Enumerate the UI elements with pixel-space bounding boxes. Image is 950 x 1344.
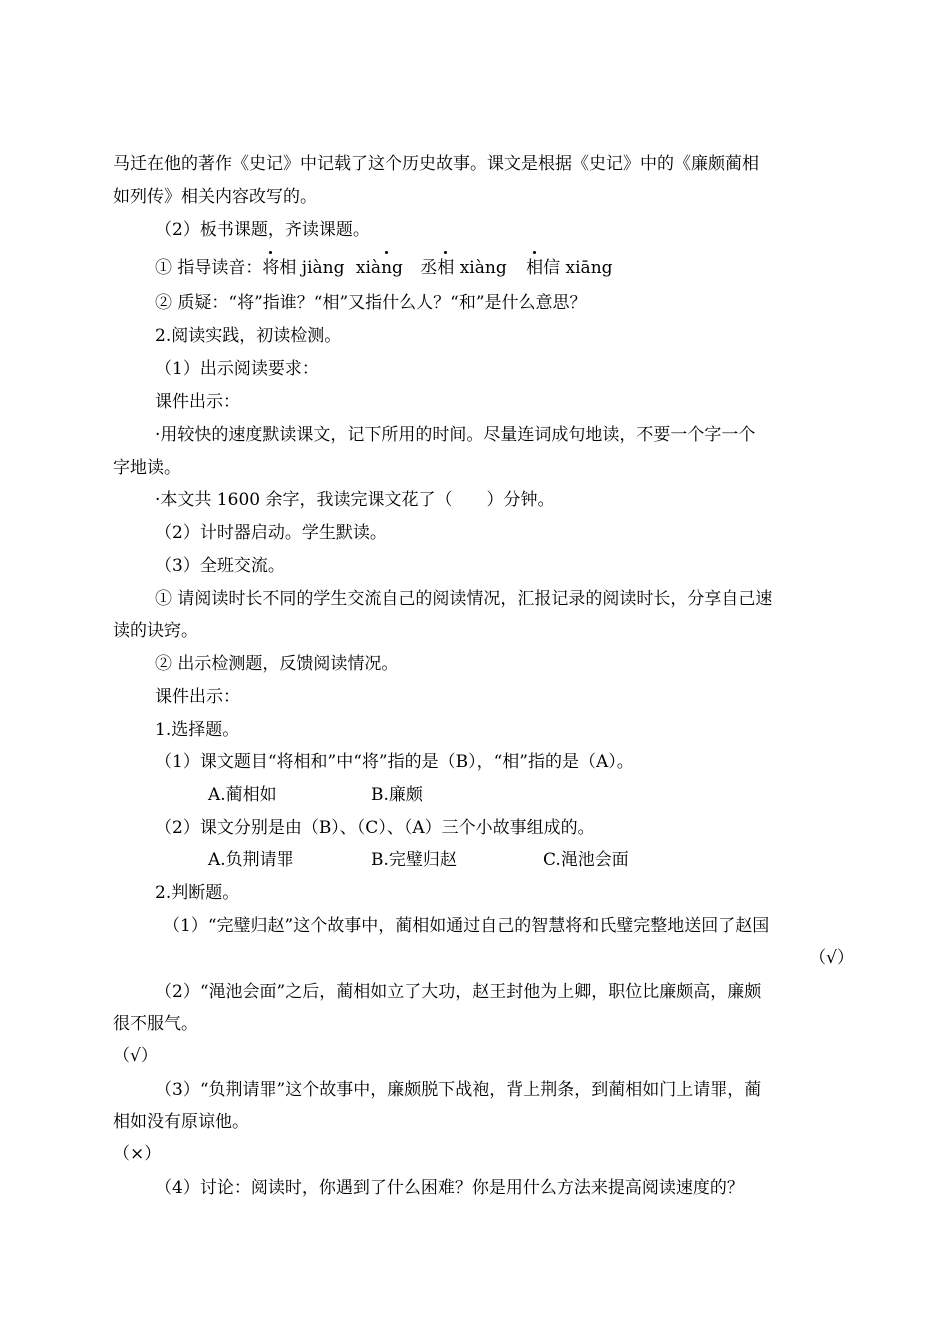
paragraph-line: （2）板书课题，齐读课题。 [155,220,370,240]
pronunciation-prefix: ① 指导读音： [155,258,263,278]
paragraph-line: 读的诀窍。 [113,621,198,641]
paragraph-line: 课件出示： [155,687,240,707]
dotted-char: 相 [526,258,544,278]
judgement-line: （3）“负荆请罪”这个故事中，廉颇脱下战袍，背上荆条，到蔺相如门上请罪，蔺 [155,1080,762,1100]
question-line: （1）课文题目“将相和”中“将”指的是（B），“相”指的是（A）。 [155,752,634,772]
judgement-answer: （×） [113,1144,162,1164]
judgement-line: （2）“渑池会面”之后，蔺相如立了大功，赵王封他为上卿，职位比廉颇高，廉颇 [155,982,762,1002]
paragraph-line: 相如没有原谅他。 [113,1112,249,1132]
discussion-line: （4）讨论：阅读时，你遇到了什么困难？你是用什么方法来提高阅读速度的？ [155,1178,744,1198]
pronunciation-line [155,260,613,277]
pinyin-text: 相 jiàng [279,258,345,278]
paragraph-line: ·用较快的速度默读课文，记下所用的时间。尽量连词成句地读，不要一个字一个 [155,425,756,445]
paragraph-line: （2）计时器启动。学生默读。 [155,523,387,543]
option-b: B.完璧归赵 [371,850,457,870]
paragraph-line: ·本文共 1600 余字，我读完课文花了（ ）分钟。 [155,490,555,510]
paragraph-line: ② 出示检测题，反馈阅读情况。 [155,654,399,674]
paragraph-line: 马迁在他的著作《史记》中记载了这个历史故事。课文是根据《史记》中的《廉颇蔺相 [113,154,759,174]
pinyin-text: 丞 [420,258,438,278]
pinyin-text: g [392,258,403,278]
paragraph-line: 字地读。 [113,458,181,478]
option-c: C.渑池会面 [543,850,629,870]
paragraph-line: （3）全班交流。 [155,556,285,576]
dotted-char: n [381,258,393,278]
judgement-answer: （√） [113,1046,158,1066]
dotted-char: 将 [262,258,280,278]
judgement-line: （1）“完璧归赵”这个故事中，蔺相如通过自己的智慧将和氏璧完整地送回了赵国 [163,916,770,936]
paragraph-line: ② 质疑：“将”指谁？“相”又指什么人？“和”是什么意思？ [155,293,587,313]
paragraph-line: 如列传》相关内容改写的。 [113,187,317,207]
pinyin-text: 信 xiāng [543,258,613,278]
paragraph-line: 课件出示： [155,392,240,412]
option-b: B.廉颇 [371,785,423,805]
paragraph-line: 很不服气。 [113,1014,198,1034]
option-a: A.负荆请罪 [208,850,294,870]
paragraph-line: （1）出示阅读要求： [155,359,319,379]
pinyin-text: xià [355,258,382,278]
pinyin-text: xiàng [454,258,507,278]
option-a: A.蔺相如 [208,785,277,805]
judgement-answer: （√） [809,948,854,968]
paragraph-line: 2.阅读实践，初读检测。 [155,326,342,346]
paragraph-line: 2.判断题。 [155,883,240,903]
dotted-char: 相 [437,258,455,278]
paragraph-line: 1.选择题。 [155,720,240,740]
paragraph-line: ① 请阅读时长不同的学生交流自己的阅读情况，汇报记录的阅读时长，分享自己速 [155,589,773,609]
question-line: （2）课文分别是由（B）、（C）、（A）三个小故事组成的。 [155,818,595,838]
